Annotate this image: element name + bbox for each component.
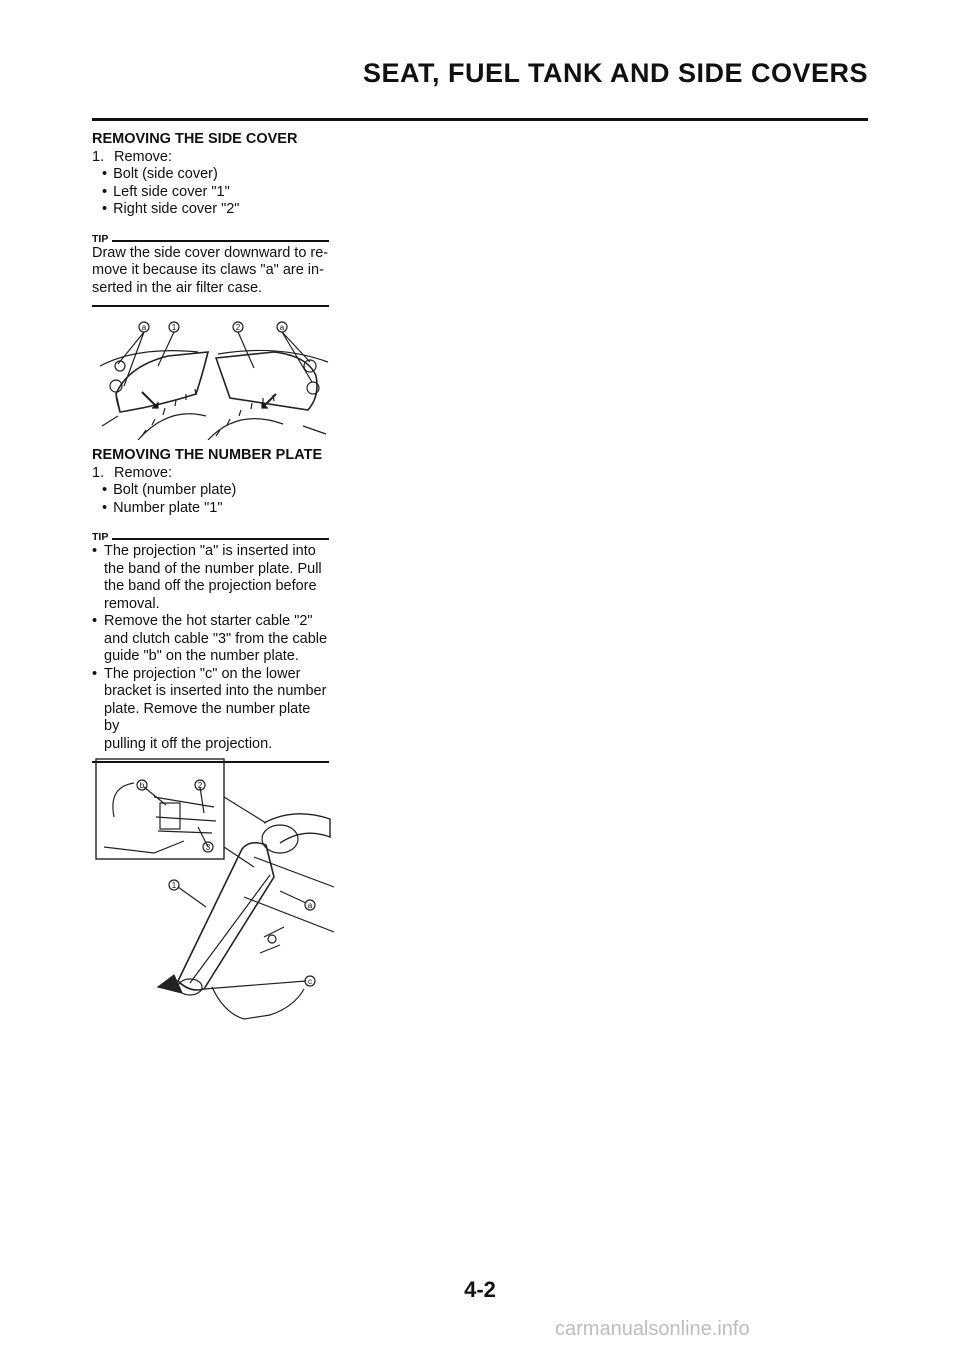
tip-text [92, 245, 329, 298]
right-side-cover [216, 352, 317, 410]
step-number: 1. [92, 464, 105, 481]
page-title: SEAT, FUEL TANK AND SIDE COVERS [362, 58, 868, 88]
inset-bracket [104, 841, 184, 853]
tire-arc-left [138, 414, 206, 440]
tip-line: Remove the hot starter cable "2" [104, 613, 313, 629]
tip-header [92, 232, 329, 245]
step-label: Remove: [114, 464, 173, 481]
tip-line: and clutch cable "3" from the cable [104, 630, 328, 647]
title-rule [92, 118, 868, 121]
leader-2 [200, 787, 204, 813]
leader-1 [158, 332, 174, 366]
tip-rule [112, 240, 329, 242]
tip-end-rule [92, 305, 329, 307]
callout-label: c [308, 977, 312, 986]
callout-label: b [139, 781, 145, 790]
side-cover-illustration [98, 316, 330, 440]
callout-label: 3 [205, 843, 211, 852]
list-item: • Bolt (side cover) [102, 166, 329, 184]
tire-arc-right [208, 419, 283, 440]
list-item: • Bolt (number plate) [102, 482, 329, 500]
tip-item [92, 666, 329, 754]
tip-box [92, 529, 329, 763]
watermark: carmanualsonline.info [555, 1318, 750, 1340]
callout-label: 2 [197, 781, 203, 790]
tip-line: removal. [104, 595, 160, 612]
remove-list [92, 482, 329, 517]
tip-line: The projection "a" is inserted into [104, 543, 316, 559]
leader-b [144, 787, 166, 805]
bolt [268, 935, 276, 943]
cable-guide [160, 803, 180, 829]
callout-label: a [141, 323, 147, 332]
tip-line: serted in the air filter case. [92, 279, 263, 296]
step-1 [92, 149, 329, 167]
remove-list [92, 166, 329, 219]
inset-curve [113, 783, 134, 817]
tip-line: The projection "c" on the lower [104, 665, 301, 682]
leader-a-right [282, 332, 312, 382]
list-item: • Right side cover "2" [102, 201, 329, 219]
tip-line: guide "b" on the number plate. [104, 648, 299, 664]
zoom-lines [224, 797, 266, 867]
callout-label: 1 [171, 323, 177, 332]
projection-c-area [178, 979, 202, 995]
number-plate-section [92, 447, 329, 763]
lower-bracket [212, 987, 304, 1019]
frame-lower-right [303, 426, 326, 434]
tip-rule [112, 538, 329, 540]
number-plate [178, 843, 274, 990]
tip-header [92, 533, 329, 543]
list-item: • Left side cover "1" [102, 184, 329, 202]
list-item: • Number plate "1" [102, 500, 329, 518]
section-heading-side-cover: REMOVING THE SIDE COVER [92, 131, 298, 147]
leader-1 [178, 887, 206, 907]
tip-line: the band of the number plate. Pull [104, 560, 322, 577]
page-number: 4-2 [464, 1277, 496, 1302]
left-side-cover [116, 352, 208, 412]
tip-line: bracket is inserted into the number [104, 683, 327, 699]
callout-label: 1 [171, 881, 177, 890]
step-1 [92, 465, 329, 483]
tip-list [92, 543, 329, 753]
callout-label: 2 [235, 323, 241, 332]
frame-lower-left [102, 416, 118, 426]
tip-label: TIP [92, 232, 109, 245]
bracket-detail [260, 927, 284, 953]
plate-edge [190, 875, 270, 983]
frame-line-left [100, 351, 198, 366]
tip-line: move it because its claws "a" are in- [92, 262, 324, 278]
side-cover-section [92, 131, 329, 307]
section-heading-number-plate: REMOVING THE NUMBER PLATE [92, 447, 323, 463]
handlebar [264, 814, 330, 843]
tip-line: Draw the side cover downward to re- [92, 244, 329, 261]
tip-box [92, 231, 329, 308]
tip-line: pulling it off the projection. [104, 735, 273, 752]
leader-a [280, 891, 306, 903]
callout-label: a [307, 901, 313, 910]
tread-right [216, 395, 274, 436]
callout-label: a [279, 323, 285, 332]
leader-a-left [118, 332, 144, 386]
tip-item [92, 543, 329, 613]
tip-label: TIP [92, 531, 109, 544]
claw-circle [115, 361, 125, 371]
tip-item [92, 613, 329, 666]
step-number: 1. [92, 148, 105, 165]
step-label: Remove: [114, 148, 173, 165]
tip-line: the band off the projection before [104, 578, 317, 594]
number-plate-illustration [94, 757, 334, 1033]
tip-line: plate. Remove the number plate by [104, 700, 311, 734]
leader-c [204, 981, 306, 989]
